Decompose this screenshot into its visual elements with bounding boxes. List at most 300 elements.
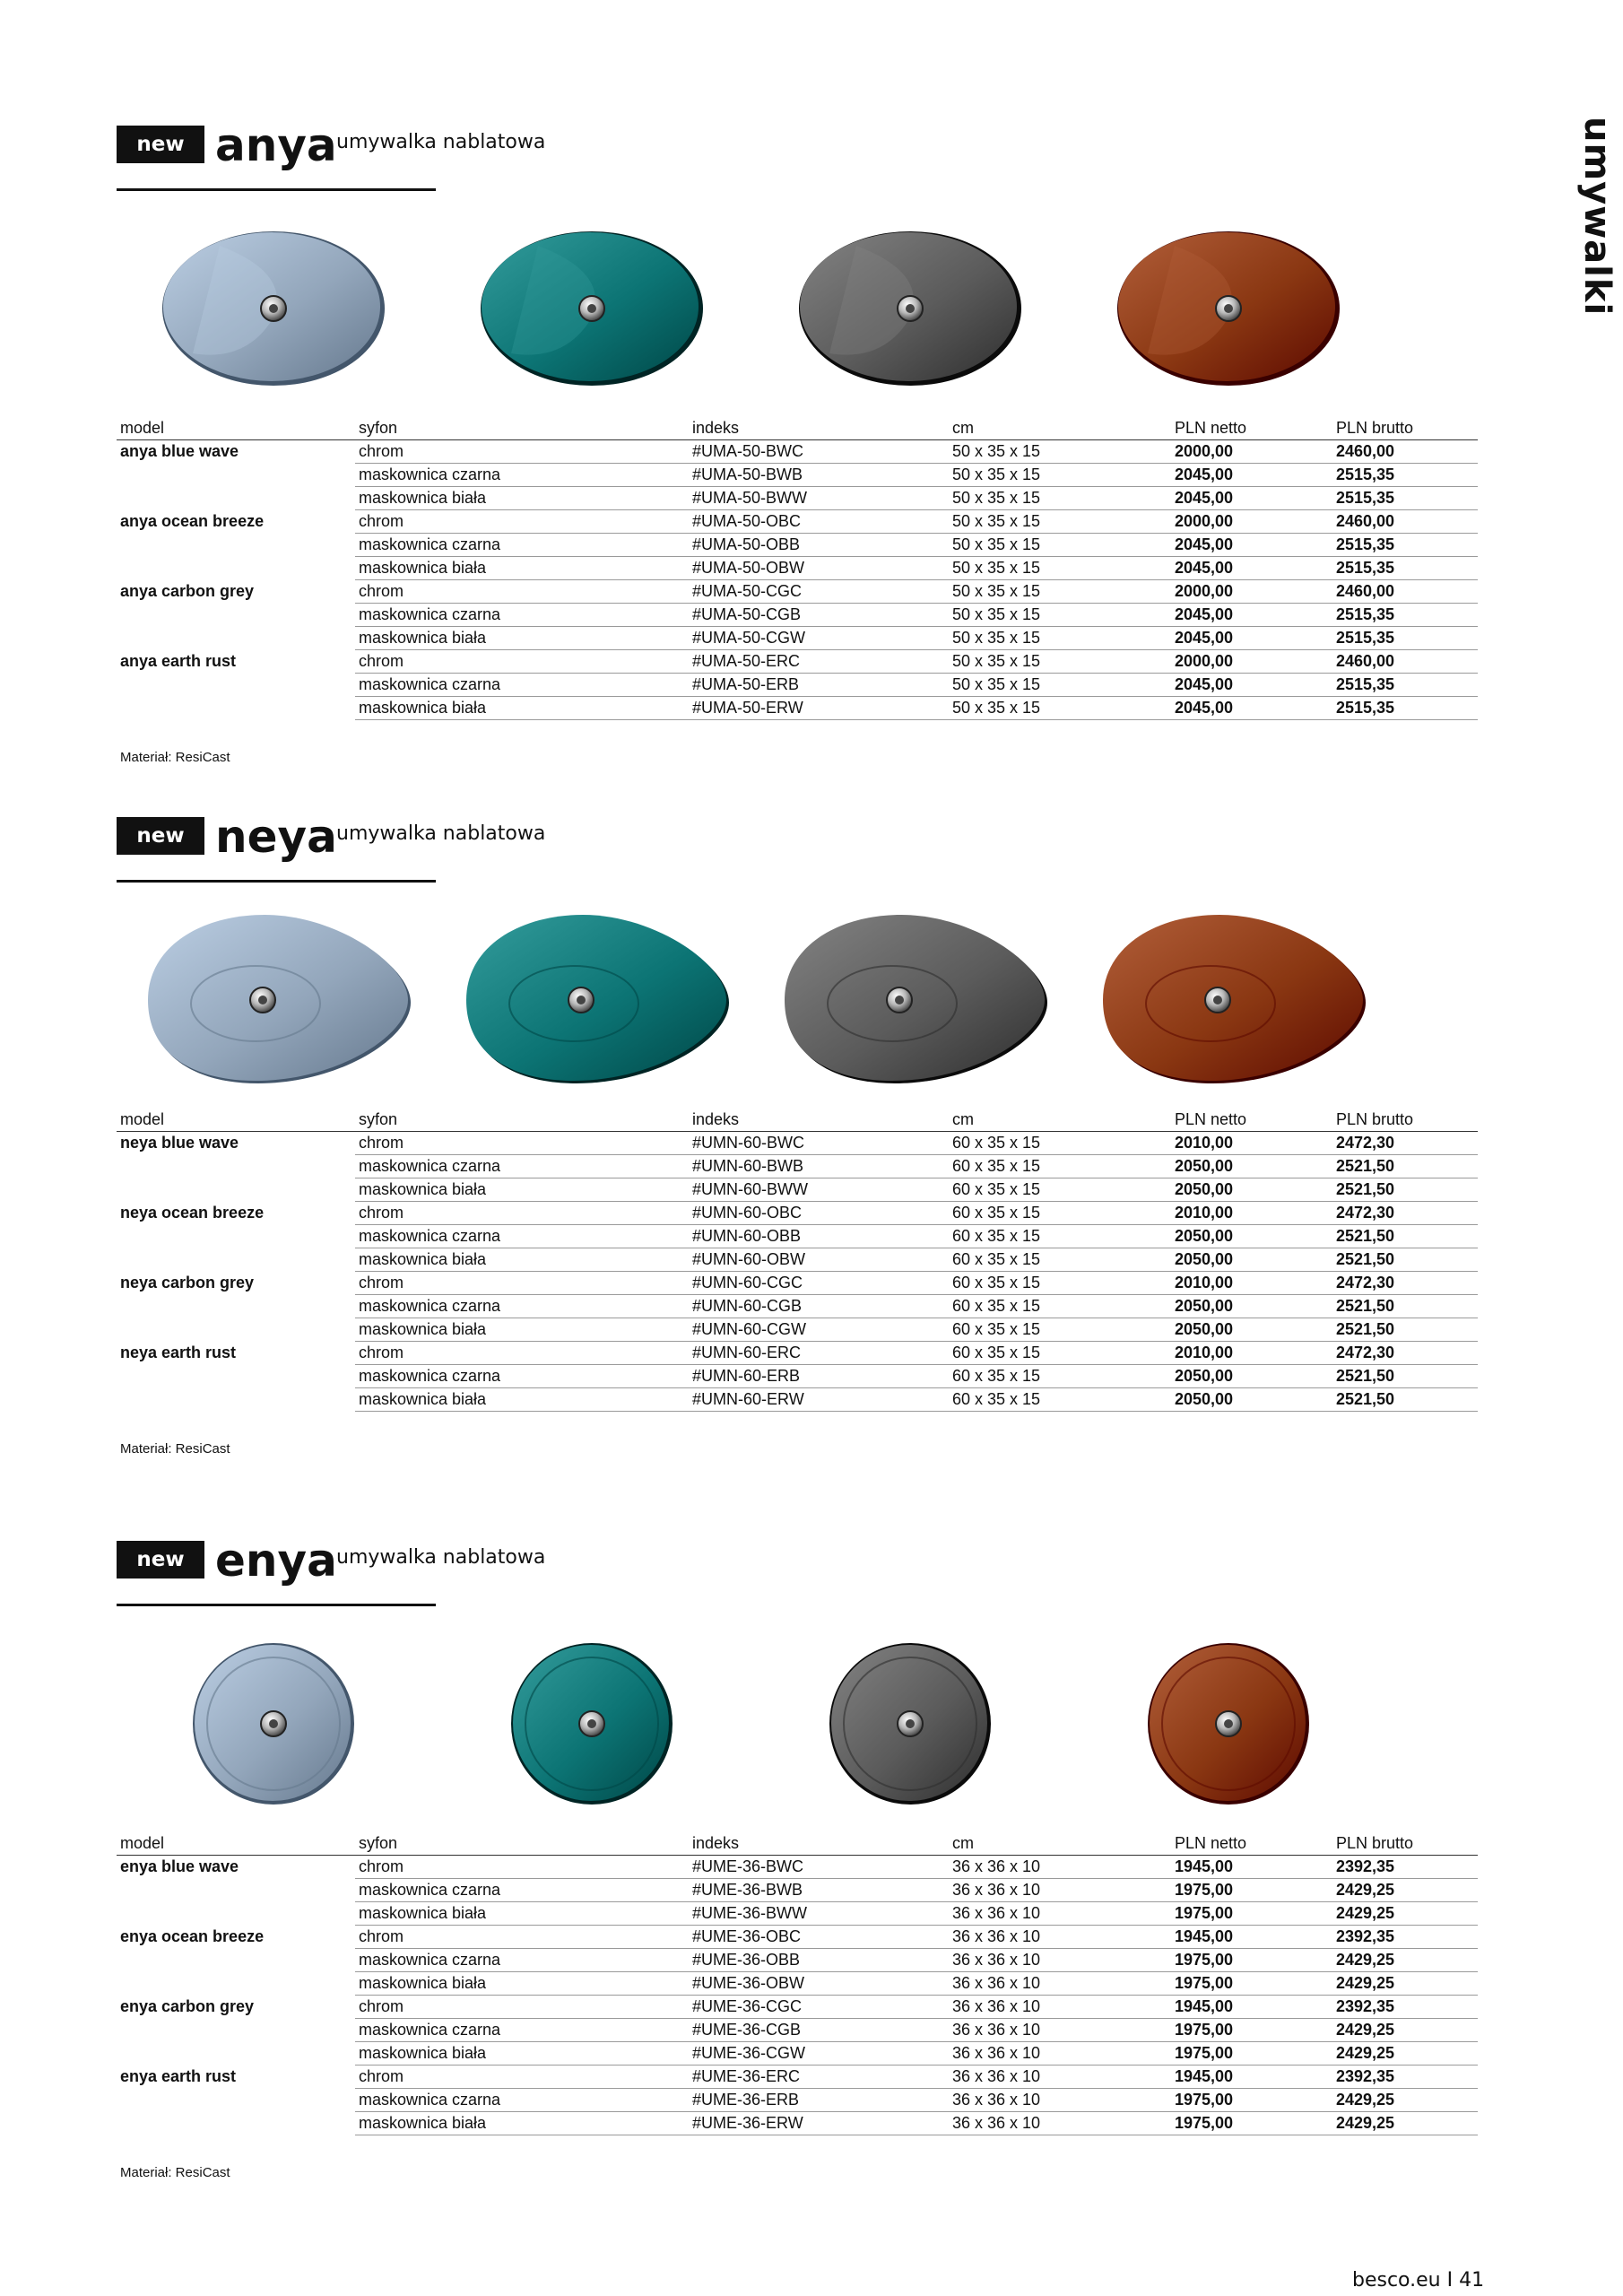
indeks-cell: #UMA-50-BWB [689, 463, 949, 486]
brutto-cell: 2472,30 [1332, 1341, 1478, 1364]
netto-cell: 1945,00 [1171, 1855, 1332, 1878]
table-row [117, 1131, 1478, 1154]
brutto-cell: 2460,00 [1332, 509, 1478, 533]
brutto-cell: 2429,25 [1332, 1901, 1478, 1925]
table-row [117, 1318, 1478, 1341]
cm-cell: 60 x 35 x 15 [949, 1387, 1171, 1411]
basin-image-blue-wave [130, 901, 417, 1099]
brutto-cell: 2515,35 [1332, 603, 1478, 626]
netto-cell: 1975,00 [1171, 2041, 1332, 2065]
model-cell: anya earth rust [120, 651, 237, 670]
syfon-cell: maskownica biała [355, 2111, 689, 2135]
model-cell: enya ocean breeze [120, 1926, 265, 1945]
netto-cell: 1945,00 [1171, 2065, 1332, 2088]
cm-cell: 60 x 35 x 15 [949, 1271, 1171, 1294]
column-header: model [117, 1108, 355, 1131]
table-row [117, 486, 1478, 509]
cm-cell: 50 x 35 x 15 [949, 556, 1171, 579]
product-subtitle: umywalka nablatowa [336, 1546, 546, 1569]
indeks-cell: #UMA-50-OBW [689, 556, 949, 579]
cm-cell: 50 x 35 x 15 [949, 603, 1171, 626]
syfon-cell: maskownica biała [355, 1387, 689, 1411]
basin-image-ocean-breeze [448, 901, 735, 1099]
cm-cell: 50 x 35 x 15 [949, 649, 1171, 673]
syfon-cell: maskownica czarna [355, 2088, 689, 2111]
basin-image-blue-wave [130, 1625, 417, 1822]
brutto-cell: 2515,35 [1332, 463, 1478, 486]
cm-cell: 36 x 36 x 10 [949, 1971, 1171, 1995]
indeks-cell: #UMA-50-OBC [689, 509, 949, 533]
netto-cell: 1975,00 [1171, 2018, 1332, 2041]
syfon-cell: maskownica czarna [355, 1878, 689, 1901]
cm-cell: 60 x 35 x 15 [949, 1224, 1171, 1248]
brutto-cell: 2460,00 [1332, 579, 1478, 603]
model-cell [117, 2088, 355, 2111]
brutto-cell: 2429,25 [1332, 2111, 1478, 2135]
table-row [117, 439, 1478, 463]
cm-cell: 60 x 35 x 15 [949, 1318, 1171, 1341]
column-header: cm [949, 416, 1171, 439]
netto-cell: 2050,00 [1171, 1154, 1332, 1178]
brutto-cell: 2521,50 [1332, 1387, 1478, 1411]
basin-image-earth-rust [1085, 210, 1372, 407]
netto-cell: 1975,00 [1171, 1971, 1332, 1995]
table-row [117, 463, 1478, 486]
indeks-cell: #UMN-60-ERW [689, 1387, 949, 1411]
section-header [117, 1535, 655, 1598]
product-name: neya [215, 811, 337, 863]
netto-cell: 1945,00 [1171, 1995, 1332, 2018]
brutto-cell: 2429,25 [1332, 2088, 1478, 2111]
syfon-cell: maskownica biała [355, 1318, 689, 1341]
cm-cell: 36 x 36 x 10 [949, 2041, 1171, 2065]
cm-cell: 60 x 35 x 15 [949, 1178, 1171, 1201]
model-cell [117, 2018, 355, 2041]
cm-cell: 36 x 36 x 10 [949, 1948, 1171, 1971]
cm-cell: 36 x 36 x 10 [949, 1855, 1171, 1878]
syfon-cell: maskownica czarna [355, 603, 689, 626]
indeks-cell: #UME-36-BWC [689, 1855, 949, 1878]
netto-cell: 2050,00 [1171, 1294, 1332, 1318]
brutto-cell: 2472,30 [1332, 1131, 1478, 1154]
netto-cell: 2000,00 [1171, 509, 1332, 533]
basin-image-carbon-grey [767, 901, 1054, 1099]
model-cell [117, 673, 355, 696]
header-rule [117, 880, 436, 883]
netto-cell: 2045,00 [1171, 556, 1332, 579]
new-badge: new [117, 817, 204, 855]
model-cell [117, 1248, 355, 1271]
syfon-cell: maskownica biała [355, 1971, 689, 1995]
netto-cell: 1975,00 [1171, 1948, 1332, 1971]
netto-cell: 2045,00 [1171, 626, 1332, 649]
table-row [117, 1878, 1478, 1901]
table-row [117, 1995, 1478, 2018]
page-footer [1352, 2269, 1484, 2292]
brutto-cell: 2429,25 [1332, 1948, 1478, 1971]
header-rule [117, 1604, 436, 1606]
indeks-cell: #UME-36-OBB [689, 1948, 949, 1971]
table-row [117, 1925, 1478, 1948]
indeks-cell: #UME-36-BWB [689, 1878, 949, 1901]
product-name: anya [215, 119, 337, 171]
section-header [117, 812, 655, 874]
brutto-cell: 2392,35 [1332, 2065, 1478, 2088]
indeks-cell: #UMA-50-CGW [689, 626, 949, 649]
syfon-cell: chrom [355, 1925, 689, 1948]
syfon-cell: chrom [355, 1341, 689, 1364]
table-row [117, 1294, 1478, 1318]
basin-image-ocean-breeze [448, 1625, 735, 1822]
netto-cell: 1975,00 [1171, 2111, 1332, 2135]
model-cell: enya blue wave [120, 1857, 239, 1875]
table-row [117, 1948, 1478, 1971]
netto-cell: 1945,00 [1171, 1925, 1332, 1948]
syfon-cell: chrom [355, 1131, 689, 1154]
netto-cell: 2050,00 [1171, 1364, 1332, 1387]
cm-cell: 60 x 35 x 15 [949, 1341, 1171, 1364]
brutto-cell: 2429,25 [1332, 1971, 1478, 1995]
syfon-cell: maskownica biała [355, 486, 689, 509]
brutto-cell: 2521,50 [1332, 1318, 1478, 1341]
column-header: PLN brutto [1332, 1831, 1478, 1855]
netto-cell: 2045,00 [1171, 673, 1332, 696]
basin-image-carbon-grey [767, 210, 1054, 407]
cm-cell: 50 x 35 x 15 [949, 533, 1171, 556]
table-row [117, 2065, 1478, 2088]
table-header-row [117, 416, 1478, 439]
table-row [117, 1855, 1478, 1878]
syfon-cell: maskownica biała [355, 1178, 689, 1201]
table-row [117, 533, 1478, 556]
indeks-cell: #UMA-50-CGC [689, 579, 949, 603]
netto-cell: 2050,00 [1171, 1318, 1332, 1341]
indeks-cell: #UMN-60-CGW [689, 1318, 949, 1341]
column-header: PLN netto [1171, 416, 1332, 439]
model-cell [117, 2111, 355, 2135]
column-header: PLN brutto [1332, 1108, 1478, 1131]
column-header: indeks [689, 1108, 949, 1131]
model-cell [117, 1178, 355, 1201]
syfon-cell: maskownica czarna [355, 1224, 689, 1248]
netto-cell: 2000,00 [1171, 649, 1332, 673]
cm-cell: 50 x 35 x 15 [949, 696, 1171, 719]
brutto-cell: 2515,35 [1332, 556, 1478, 579]
brutto-cell: 2429,25 [1332, 2018, 1478, 2041]
netto-cell: 2045,00 [1171, 463, 1332, 486]
model-cell: neya ocean breeze [120, 1203, 265, 1222]
product-subtitle: umywalka nablatowa [336, 131, 546, 153]
model-cell: anya blue wave [120, 441, 239, 460]
table-row [117, 649, 1478, 673]
brutto-cell: 2521,50 [1332, 1248, 1478, 1271]
table-row [117, 1224, 1478, 1248]
indeks-cell: #UME-36-OBW [689, 1971, 949, 1995]
syfon-cell: chrom [355, 1271, 689, 1294]
syfon-cell: maskownica biała [355, 626, 689, 649]
indeks-cell: #UME-36-OBC [689, 1925, 949, 1948]
indeks-cell: #UME-36-CGB [689, 2018, 949, 2041]
model-cell [117, 1294, 355, 1318]
model-cell [117, 1901, 355, 1925]
cm-cell: 36 x 36 x 10 [949, 1925, 1171, 1948]
table-row [117, 1341, 1478, 1364]
indeks-cell: #UMN-60-BWW [689, 1178, 949, 1201]
netto-cell: 2050,00 [1171, 1224, 1332, 1248]
indeks-cell: #UMN-60-BWC [689, 1131, 949, 1154]
indeks-cell: #UMN-60-OBW [689, 1248, 949, 1271]
table-row [117, 1201, 1478, 1224]
cm-cell: 36 x 36 x 10 [949, 1995, 1171, 2018]
cm-cell: 36 x 36 x 10 [949, 2088, 1171, 2111]
syfon-cell: maskownica czarna [355, 673, 689, 696]
cm-cell: 36 x 36 x 10 [949, 2065, 1171, 2088]
netto-cell: 2010,00 [1171, 1271, 1332, 1294]
table-header-row [117, 1108, 1478, 1131]
basin-image-earth-rust [1085, 901, 1372, 1099]
model-cell [117, 626, 355, 649]
brutto-cell: 2515,35 [1332, 626, 1478, 649]
table-row [117, 2088, 1478, 2111]
table-row [117, 1154, 1478, 1178]
brutto-cell: 2521,50 [1332, 1294, 1478, 1318]
header-rule [117, 188, 436, 191]
material-note: Materiał: ResiCast [120, 1441, 230, 1457]
indeks-cell: #UMN-60-ERB [689, 1364, 949, 1387]
indeks-cell: #UMN-60-BWB [689, 1154, 949, 1178]
cm-cell: 60 x 35 x 15 [949, 1248, 1171, 1271]
brutto-cell: 2392,35 [1332, 1995, 1478, 2018]
model-cell [117, 463, 355, 486]
cm-cell: 50 x 35 x 15 [949, 673, 1171, 696]
model-cell [117, 1948, 355, 1971]
brutto-cell: 2429,25 [1332, 2041, 1478, 2065]
cm-cell: 36 x 36 x 10 [949, 1901, 1171, 1925]
syfon-cell: chrom [355, 579, 689, 603]
table-row [117, 603, 1478, 626]
spec-table [117, 416, 1478, 720]
cm-cell: 50 x 35 x 15 [949, 509, 1171, 533]
table-row [117, 1178, 1478, 1201]
table-row [117, 2041, 1478, 2065]
brutto-cell: 2515,35 [1332, 486, 1478, 509]
netto-cell: 2010,00 [1171, 1131, 1332, 1154]
indeks-cell: #UMN-60-CGB [689, 1294, 949, 1318]
brutto-cell: 2521,50 [1332, 1364, 1478, 1387]
model-cell [117, 1364, 355, 1387]
brutto-cell: 2460,00 [1332, 649, 1478, 673]
syfon-cell: chrom [355, 2065, 689, 2088]
cm-cell: 36 x 36 x 10 [949, 2111, 1171, 2135]
indeks-cell: #UME-36-ERC [689, 2065, 949, 2088]
netto-cell: 2010,00 [1171, 1341, 1332, 1364]
model-cell [117, 486, 355, 509]
model-cell: neya blue wave [120, 1133, 239, 1152]
column-header: syfon [355, 1831, 689, 1855]
syfon-cell: maskownica czarna [355, 463, 689, 486]
syfon-cell: chrom [355, 1995, 689, 2018]
model-cell [117, 2041, 355, 2065]
indeks-cell: #UME-36-CGC [689, 1995, 949, 2018]
column-header: indeks [689, 416, 949, 439]
model-cell: neya carbon grey [120, 1273, 255, 1292]
netto-cell: 1975,00 [1171, 2088, 1332, 2111]
column-header: syfon [355, 416, 689, 439]
syfon-cell: maskownica biała [355, 1248, 689, 1271]
new-badge: new [117, 126, 204, 163]
indeks-cell: #UMN-60-OBB [689, 1224, 949, 1248]
section-header [117, 120, 655, 183]
brutto-cell: 2460,00 [1332, 439, 1478, 463]
netto-cell: 2000,00 [1171, 439, 1332, 463]
footer-page-number: 41 [1459, 2269, 1485, 2292]
netto-cell: 2045,00 [1171, 533, 1332, 556]
netto-cell: 2000,00 [1171, 579, 1332, 603]
syfon-cell: maskownica biała [355, 2041, 689, 2065]
indeks-cell: #UMA-50-BWW [689, 486, 949, 509]
model-cell [117, 696, 355, 719]
table-row [117, 1901, 1478, 1925]
column-header: syfon [355, 1108, 689, 1131]
indeks-cell: #UMA-50-BWC [689, 439, 949, 463]
cm-cell: 50 x 35 x 15 [949, 626, 1171, 649]
model-cell [117, 556, 355, 579]
netto-cell: 2050,00 [1171, 1178, 1332, 1201]
brutto-cell: 2521,50 [1332, 1154, 1478, 1178]
indeks-cell: #UMA-50-CGB [689, 603, 949, 626]
netto-cell: 2045,00 [1171, 696, 1332, 719]
model-cell: anya carbon grey [120, 581, 255, 600]
indeks-cell: #UMA-50-ERW [689, 696, 949, 719]
indeks-cell: #UMA-50-ERB [689, 673, 949, 696]
model-cell: enya carbon grey [120, 1996, 255, 2015]
cm-cell: 60 x 35 x 15 [949, 1294, 1171, 1318]
netto-cell: 2045,00 [1171, 486, 1332, 509]
model-cell [117, 1971, 355, 1995]
cm-cell: 50 x 35 x 15 [949, 439, 1171, 463]
indeks-cell: #UMN-60-OBC [689, 1201, 949, 1224]
table-row [117, 1364, 1478, 1387]
footer-separator: I [1446, 2269, 1454, 2292]
cm-cell: 60 x 35 x 15 [949, 1201, 1171, 1224]
syfon-cell: chrom [355, 439, 689, 463]
model-cell [117, 533, 355, 556]
syfon-cell: chrom [355, 1855, 689, 1878]
brutto-cell: 2521,50 [1332, 1178, 1478, 1201]
column-header: cm [949, 1831, 1171, 1855]
netto-cell: 2050,00 [1171, 1387, 1332, 1411]
column-header: PLN netto [1171, 1831, 1332, 1855]
category-side-label: umywalki [1576, 117, 1618, 317]
brutto-cell: 2521,50 [1332, 1224, 1478, 1248]
syfon-cell: maskownica czarna [355, 1294, 689, 1318]
cm-cell: 50 x 35 x 15 [949, 463, 1171, 486]
indeks-cell: #UMA-50-ERC [689, 649, 949, 673]
column-header: cm [949, 1108, 1171, 1131]
table-row [117, 626, 1478, 649]
column-header: PLN netto [1171, 1108, 1332, 1131]
column-header: PLN brutto [1332, 416, 1478, 439]
table-row [117, 509, 1478, 533]
netto-cell: 1975,00 [1171, 1901, 1332, 1925]
product-subtitle: umywalka nablatowa [336, 822, 546, 845]
indeks-cell: #UMA-50-OBB [689, 533, 949, 556]
indeks-cell: #UME-36-ERB [689, 2088, 949, 2111]
netto-cell: 1975,00 [1171, 1878, 1332, 1901]
table-row [117, 1271, 1478, 1294]
syfon-cell: maskownica biała [355, 1901, 689, 1925]
table-row [117, 1971, 1478, 1995]
indeks-cell: #UME-36-CGW [689, 2041, 949, 2065]
brutto-cell: 2472,30 [1332, 1201, 1478, 1224]
model-cell: neya earth rust [120, 1343, 237, 1361]
syfon-cell: chrom [355, 509, 689, 533]
syfon-cell: maskownica czarna [355, 1154, 689, 1178]
syfon-cell: chrom [355, 1201, 689, 1224]
syfon-cell: chrom [355, 649, 689, 673]
material-note: Materiał: ResiCast [120, 750, 230, 765]
column-header: indeks [689, 1831, 949, 1855]
brutto-cell: 2515,35 [1332, 533, 1478, 556]
model-cell [117, 1224, 355, 1248]
spec-table [117, 1108, 1478, 1412]
basin-image-earth-rust [1085, 1625, 1372, 1822]
table-row [117, 673, 1478, 696]
column-header: model [117, 416, 355, 439]
table-row [117, 1248, 1478, 1271]
column-header: model [117, 1831, 355, 1855]
cm-cell: 36 x 36 x 10 [949, 1878, 1171, 1901]
syfon-cell: maskownica biała [355, 556, 689, 579]
cm-cell: 50 x 35 x 15 [949, 579, 1171, 603]
table-row [117, 1387, 1478, 1411]
brutto-cell: 2515,35 [1332, 696, 1478, 719]
syfon-cell: maskownica czarna [355, 2018, 689, 2041]
indeks-cell: #UMN-60-ERC [689, 1341, 949, 1364]
cm-cell: 60 x 35 x 15 [949, 1154, 1171, 1178]
brutto-cell: 2515,35 [1332, 673, 1478, 696]
cm-cell: 60 x 35 x 15 [949, 1131, 1171, 1154]
basin-image-carbon-grey [767, 1625, 1054, 1822]
new-badge: new [117, 1541, 204, 1578]
spec-table [117, 1831, 1478, 2135]
model-cell [117, 603, 355, 626]
indeks-cell: #UMN-60-CGC [689, 1271, 949, 1294]
table-row [117, 556, 1478, 579]
netto-cell: 2010,00 [1171, 1201, 1332, 1224]
basin-image-ocean-breeze [448, 210, 735, 407]
model-cell [117, 1878, 355, 1901]
model-cell [117, 1318, 355, 1341]
table-header-row [117, 1831, 1478, 1855]
brutto-cell: 2392,35 [1332, 1925, 1478, 1948]
netto-cell: 2045,00 [1171, 603, 1332, 626]
syfon-cell: maskownica czarna [355, 1364, 689, 1387]
model-cell [117, 1154, 355, 1178]
indeks-cell: #UME-36-BWW [689, 1901, 949, 1925]
model-cell: enya earth rust [120, 2066, 237, 2085]
material-note: Materiał: ResiCast [120, 2165, 230, 2180]
syfon-cell: maskownica czarna [355, 1948, 689, 1971]
brutto-cell: 2472,30 [1332, 1271, 1478, 1294]
model-cell: anya ocean breeze [120, 511, 265, 530]
brutto-cell: 2429,25 [1332, 1878, 1478, 1901]
syfon-cell: maskownica czarna [355, 533, 689, 556]
syfon-cell: maskownica biała [355, 696, 689, 719]
brutto-cell: 2392,35 [1332, 1855, 1478, 1878]
cm-cell: 60 x 35 x 15 [949, 1364, 1171, 1387]
product-name: enya [215, 1535, 337, 1587]
